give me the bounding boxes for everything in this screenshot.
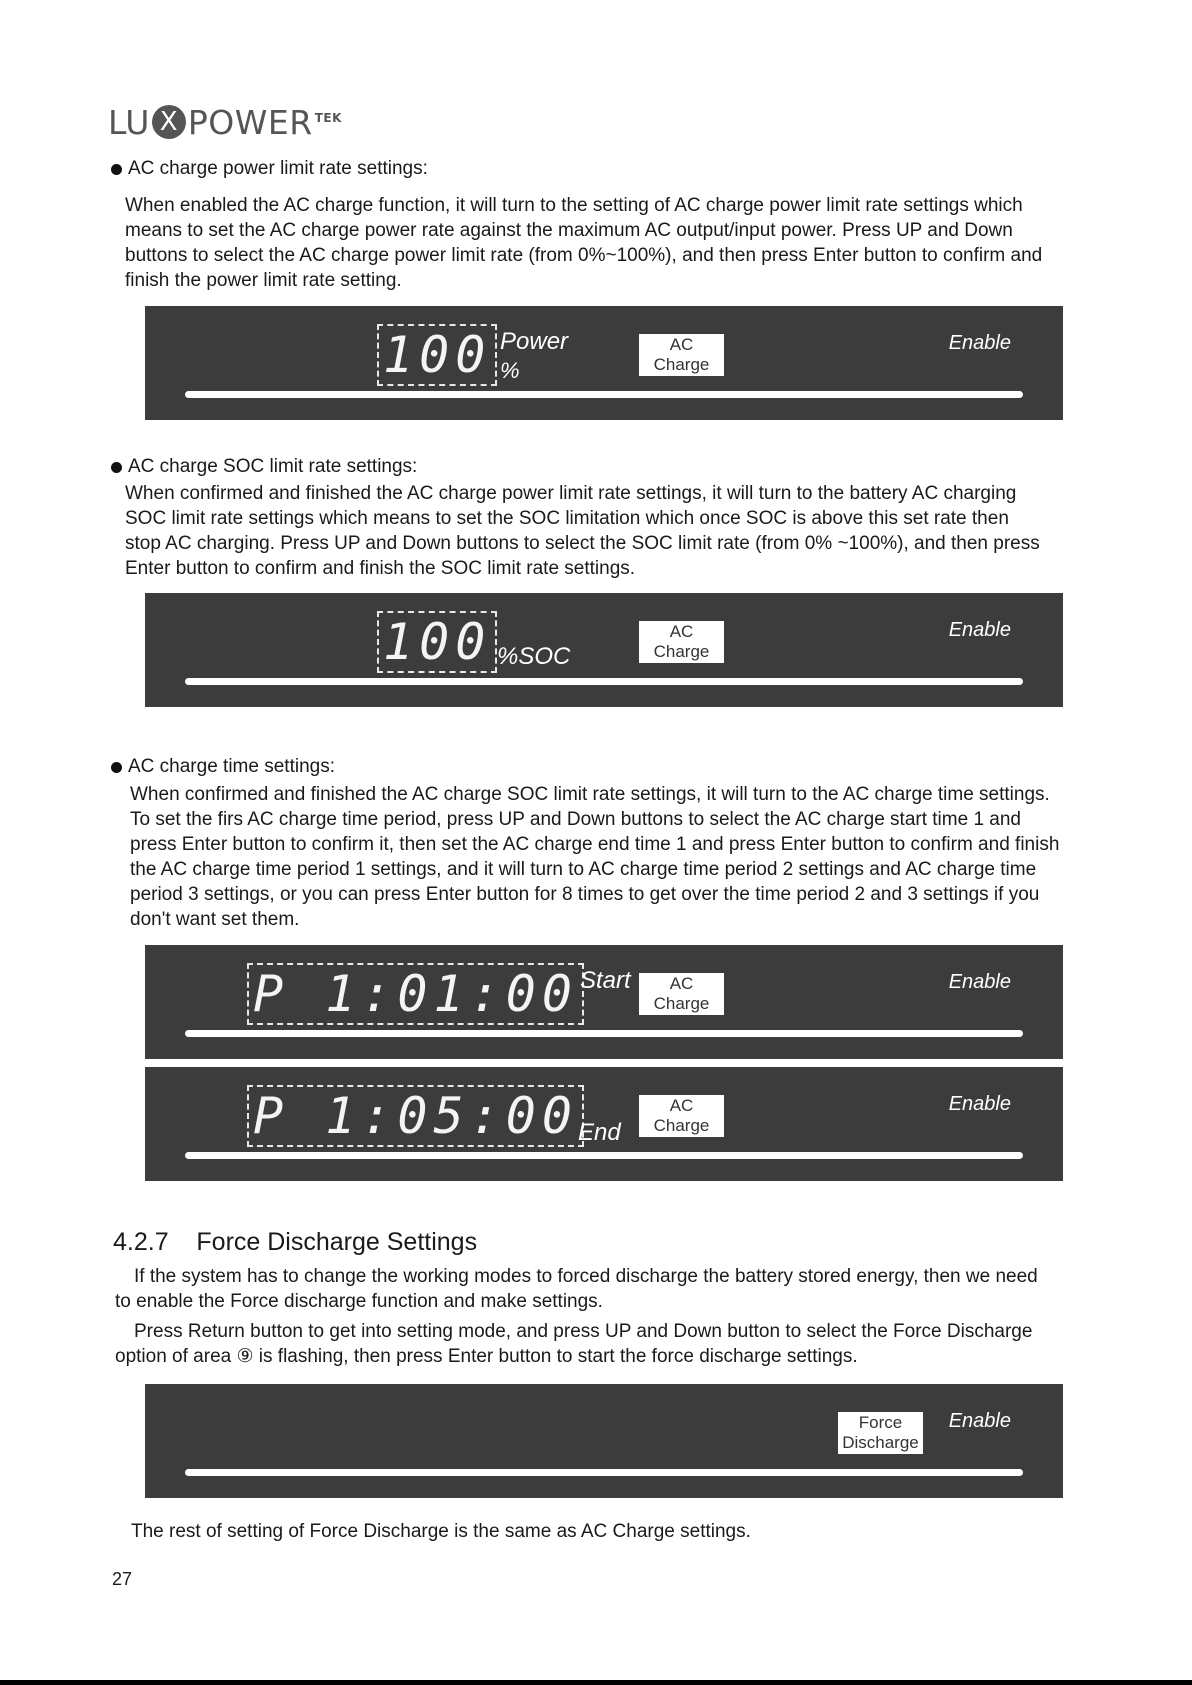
force-discharge-tag [838,1412,923,1454]
display-start-time [145,945,1063,1059]
paragraph-force-discharge-2 [115,1319,1053,1369]
tag-line: Force [858,1413,903,1432]
text-line: period 3 settings, or you can press Enter button for 8 times to get over the time period 2 and 3 settings if you [130,884,1040,905]
tag-line: Discharge [842,1433,919,1452]
seven-segment-value: P 1:01:00 [247,963,584,1025]
progress-bar [185,1469,1023,1476]
paragraph-soc-limit [125,481,1041,581]
seven-segment-value: P 1:05:00 [247,1085,584,1147]
text-line: When confirmed and finished the AC charge SOC limit rate settings, it will turn to the AC charge time settings. [130,784,1050,805]
paragraph-power-limit [125,193,1047,293]
tag-line: Charge [653,994,710,1013]
logo-x-mark: X [152,105,186,139]
tag-line: Charge [653,355,710,374]
logo-text-lu: LU [108,102,150,142]
text-line: Enter button to confirm and finish the SOC limit rate settings. [125,558,636,579]
tag-line: AC [669,1096,694,1115]
text-line: SOC limit rate settings which means to set the SOC limitation which once SOC is above this set rate then [125,508,1009,529]
ac-charge-tag [639,334,724,376]
text-line: If the system has to change the working modes to forced discharge the battery stored energy, then we need [134,1266,1038,1287]
text-line: to enable the Force discharge function and make settings. [115,1291,603,1312]
enable-label: Enable [948,619,1011,641]
end-label: End [578,1119,621,1146]
bullet-icon [111,462,122,473]
enable-label: Enable [948,1410,1011,1432]
luxpower-logo [108,102,342,142]
heading-text: AC charge power limit rate settings: [128,158,428,179]
tag-line: AC [669,974,694,993]
progress-bar [185,391,1023,398]
text-line: finish the power limit rate setting. [125,270,402,291]
progress-bar [185,1030,1023,1037]
section-title-force-discharge [113,1228,477,1257]
section-heading-power-limit [111,158,428,180]
text-line: press Enter button to confirm it, then set the AC charge end time 1 and press Enter button to confirm and finish [130,834,1060,855]
enable-label: Enable [948,1093,1011,1115]
text-line: the AC charge time period 1 settings, and it will turn to AC charge time period 2 settings and AC charge time [130,859,1037,880]
display-power-limit [145,306,1063,420]
heading-text: AC charge SOC limit rate settings: [128,456,418,477]
section-heading-soc-limit [111,456,417,478]
enable-label: Enable [948,971,1011,993]
seven-segment-value: 100 [377,324,497,386]
text-line: option of area ⑨ is flashing, then press Enter button to start the force discharge settings. [115,1346,858,1367]
bullet-icon [111,762,122,773]
section-title-text: Force Discharge Settings [196,1228,478,1256]
seven-segment-value: 100 [377,611,497,673]
text-line: When enabled the AC charge function, it will turn to the setting of AC charge power limit rate settings which [125,195,1023,216]
paragraph-force-discharge-1 [115,1264,1053,1314]
footer-note: The rest of setting of Force Discharge is the same as AC Charge settings. [131,1521,751,1542]
ac-charge-tag [639,621,724,663]
tag-line: Charge [653,642,710,661]
logo-text-tek: TEK [314,111,342,125]
text-line: Press Return button to get into setting mode, and press UP and Down button to select the Force Discharge [134,1321,1033,1342]
tag-line: Charge [653,1116,710,1135]
display-end-time [145,1067,1063,1181]
section-number: 4.2.7 [113,1228,169,1256]
paragraph-time-settings [130,782,1060,932]
start-label: Start [580,967,631,994]
enable-label: Enable [948,332,1011,354]
text-line: don't want set them. [130,909,300,930]
ac-charge-tag [639,973,724,1015]
text-line: To set the firs AC charge time period, press UP and Down buttons to select the AC charge start time 1 and [130,809,1021,830]
text-line: buttons to select the AC charge power limit rate (from 0%~100%), and then press Enter button to confirm and [125,245,1043,266]
percent-label: % [500,358,520,383]
progress-bar [185,1152,1023,1159]
text-line: stop AC charging. Press UP and Down buttons to select the SOC limit rate (from 0% ~100%), and then press [125,533,1040,554]
display-soc-limit [145,593,1063,707]
power-label: Power [500,328,569,355]
tag-line: AC [669,335,694,354]
progress-bar [185,678,1023,685]
text-line: means to set the AC charge power rate against the maximum AC output/input power. Press UP and Down [125,220,1013,241]
soc-label: %SOC [497,643,571,670]
heading-text: AC charge time settings: [128,756,335,777]
page-number: 27 [112,1569,133,1589]
section-heading-time-settings [111,756,335,778]
display-force-discharge [145,1384,1063,1498]
bullet-icon [111,164,122,175]
ac-charge-tag [639,1095,724,1137]
text-line: When confirmed and finished the AC charge power limit rate settings, it will turn to the battery AC charging [125,483,1017,504]
bottom-border [0,1680,1192,1685]
tag-line: AC [669,622,694,641]
logo-text-power: POWER [187,102,313,142]
